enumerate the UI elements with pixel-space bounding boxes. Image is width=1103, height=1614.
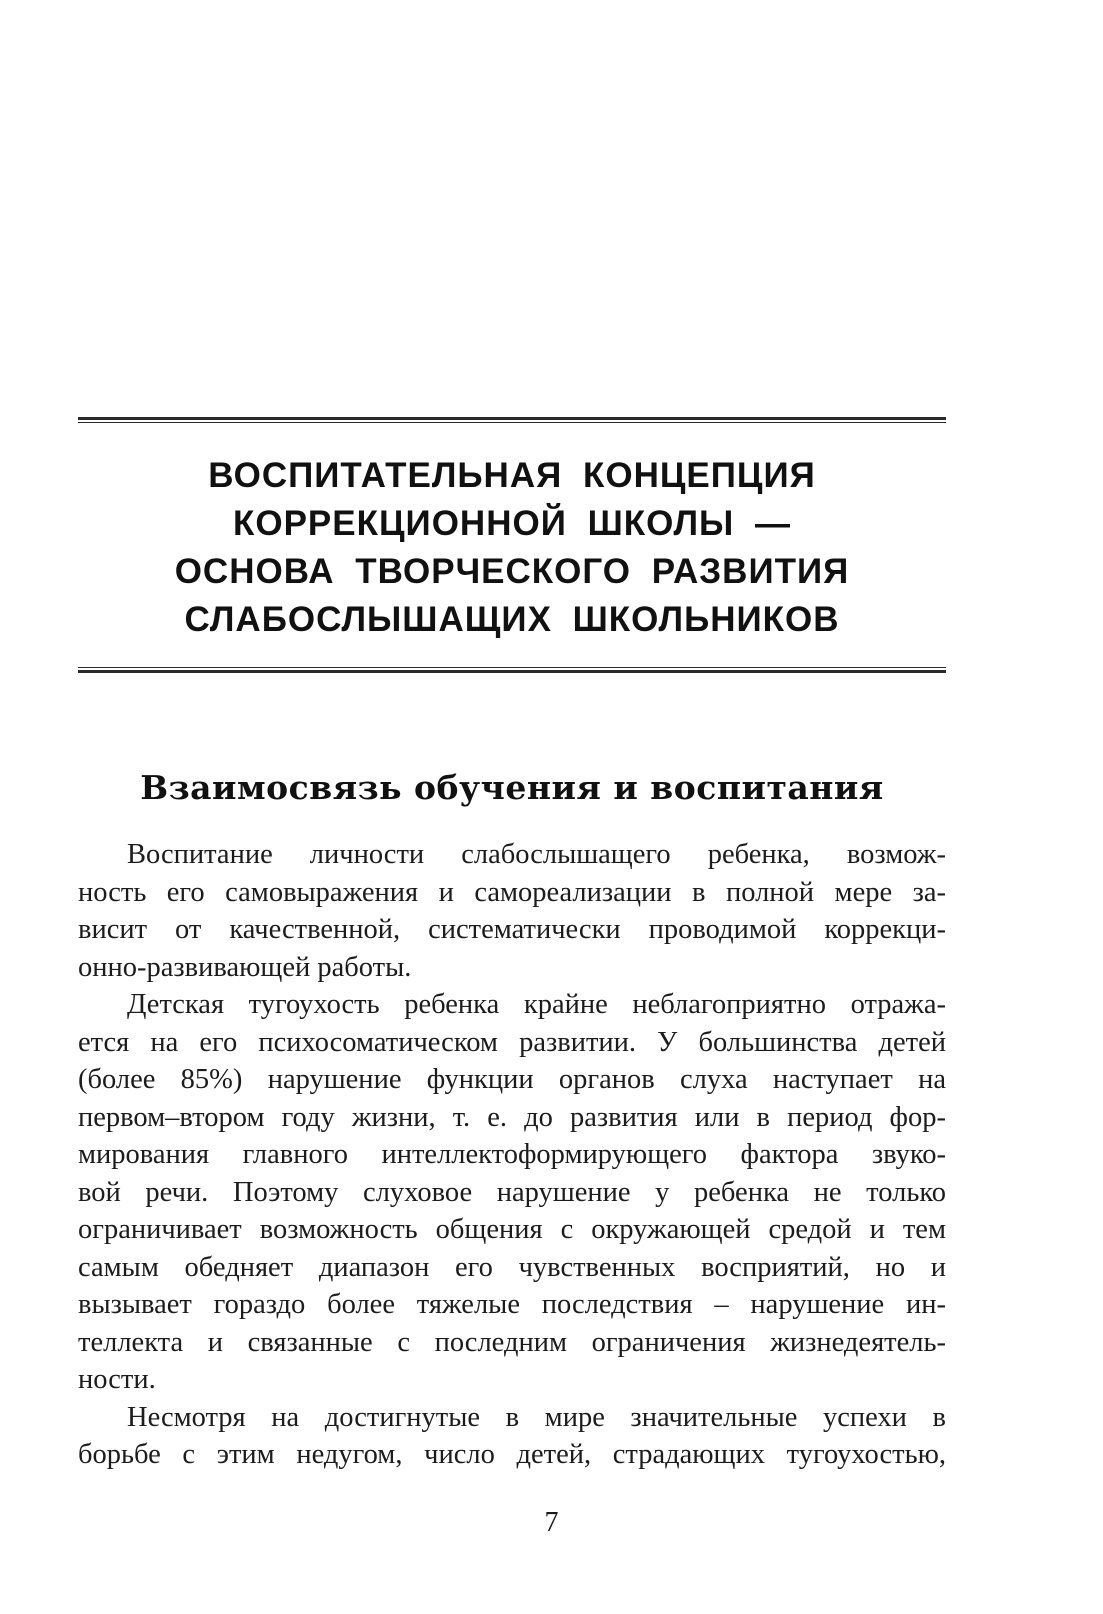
paragraph-1-line: висит от качественной, систематически проводимой коррекци- xyxy=(78,914,946,945)
paragraph-2-line: ности. xyxy=(78,1364,156,1395)
chapter-title-line: СЛАБОСЛЫШАЩИХ ШКОЛЬНИКОВ xyxy=(184,600,840,639)
chapter-title-line: ВОСПИТАТЕЛЬНАЯ КОНЦЕПЦИЯ xyxy=(208,456,816,495)
title-top-rule xyxy=(78,417,946,423)
page-number: 7 xyxy=(544,1507,559,1538)
chapter-title-line: КОРРЕКЦИОННОЙ ШКОЛЫ — xyxy=(232,504,792,543)
paragraph-3-line: Несмотря на достигнутые в мире значительные успехи в xyxy=(127,1401,946,1433)
paragraph-2-line: первом–втором году жизни, т. е. до развития или в период фор- xyxy=(78,1101,946,1133)
paragraph-1-line: онно-развивающей работы. xyxy=(78,951,412,983)
body-text xyxy=(78,836,946,1474)
paragraph-2-line: (более 85%) нарушение функции органов слуха наступает на xyxy=(78,1064,946,1095)
paragraph-2-line: ется на его психосоматическом развитии. У большинства детей xyxy=(78,1026,946,1058)
paragraph-2-line: вызывает гораздо более тяжелые последствия – нарушение ин- xyxy=(78,1289,946,1320)
paragraph-1-line: ность его самовыражения и самореализации в полной мере за- xyxy=(78,876,946,908)
paragraph-2-line: ограничивает возможность общения с окружающей средой и тем xyxy=(78,1214,946,1245)
paragraph-2-line: Детская тугоухость ребенка крайне неблагоприятно отража- xyxy=(127,989,946,1020)
title-bottom-rule xyxy=(78,667,946,673)
paragraph-3-line: борьбе с этим недугом, число детей, страдающих тугоухостью, xyxy=(78,1439,946,1470)
paragraph-2-line: самым обедняет диапазон его чувственных восприятий, но и xyxy=(78,1251,946,1283)
paragraph-2-line: вой речи. Поэтому слуховое нарушение у ребенка не только xyxy=(78,1176,946,1208)
chapter-title-line: ОСНОВА ТВОРЧЕСКОГО РАЗВИТИЯ xyxy=(174,552,850,591)
chapter-title xyxy=(78,452,946,644)
paragraph-1-line: Воспитание личности слабослышащего ребенка, возмож- xyxy=(127,839,946,870)
paragraph-2-line: теллекта и связанные с последним ограничения жизнедеятель- xyxy=(78,1326,946,1358)
section-heading: Взаимосвязь обучения и воспитания xyxy=(140,768,884,807)
paragraph-2-line: мирования главного интеллектоформирующего фактора звуко- xyxy=(78,1139,946,1170)
